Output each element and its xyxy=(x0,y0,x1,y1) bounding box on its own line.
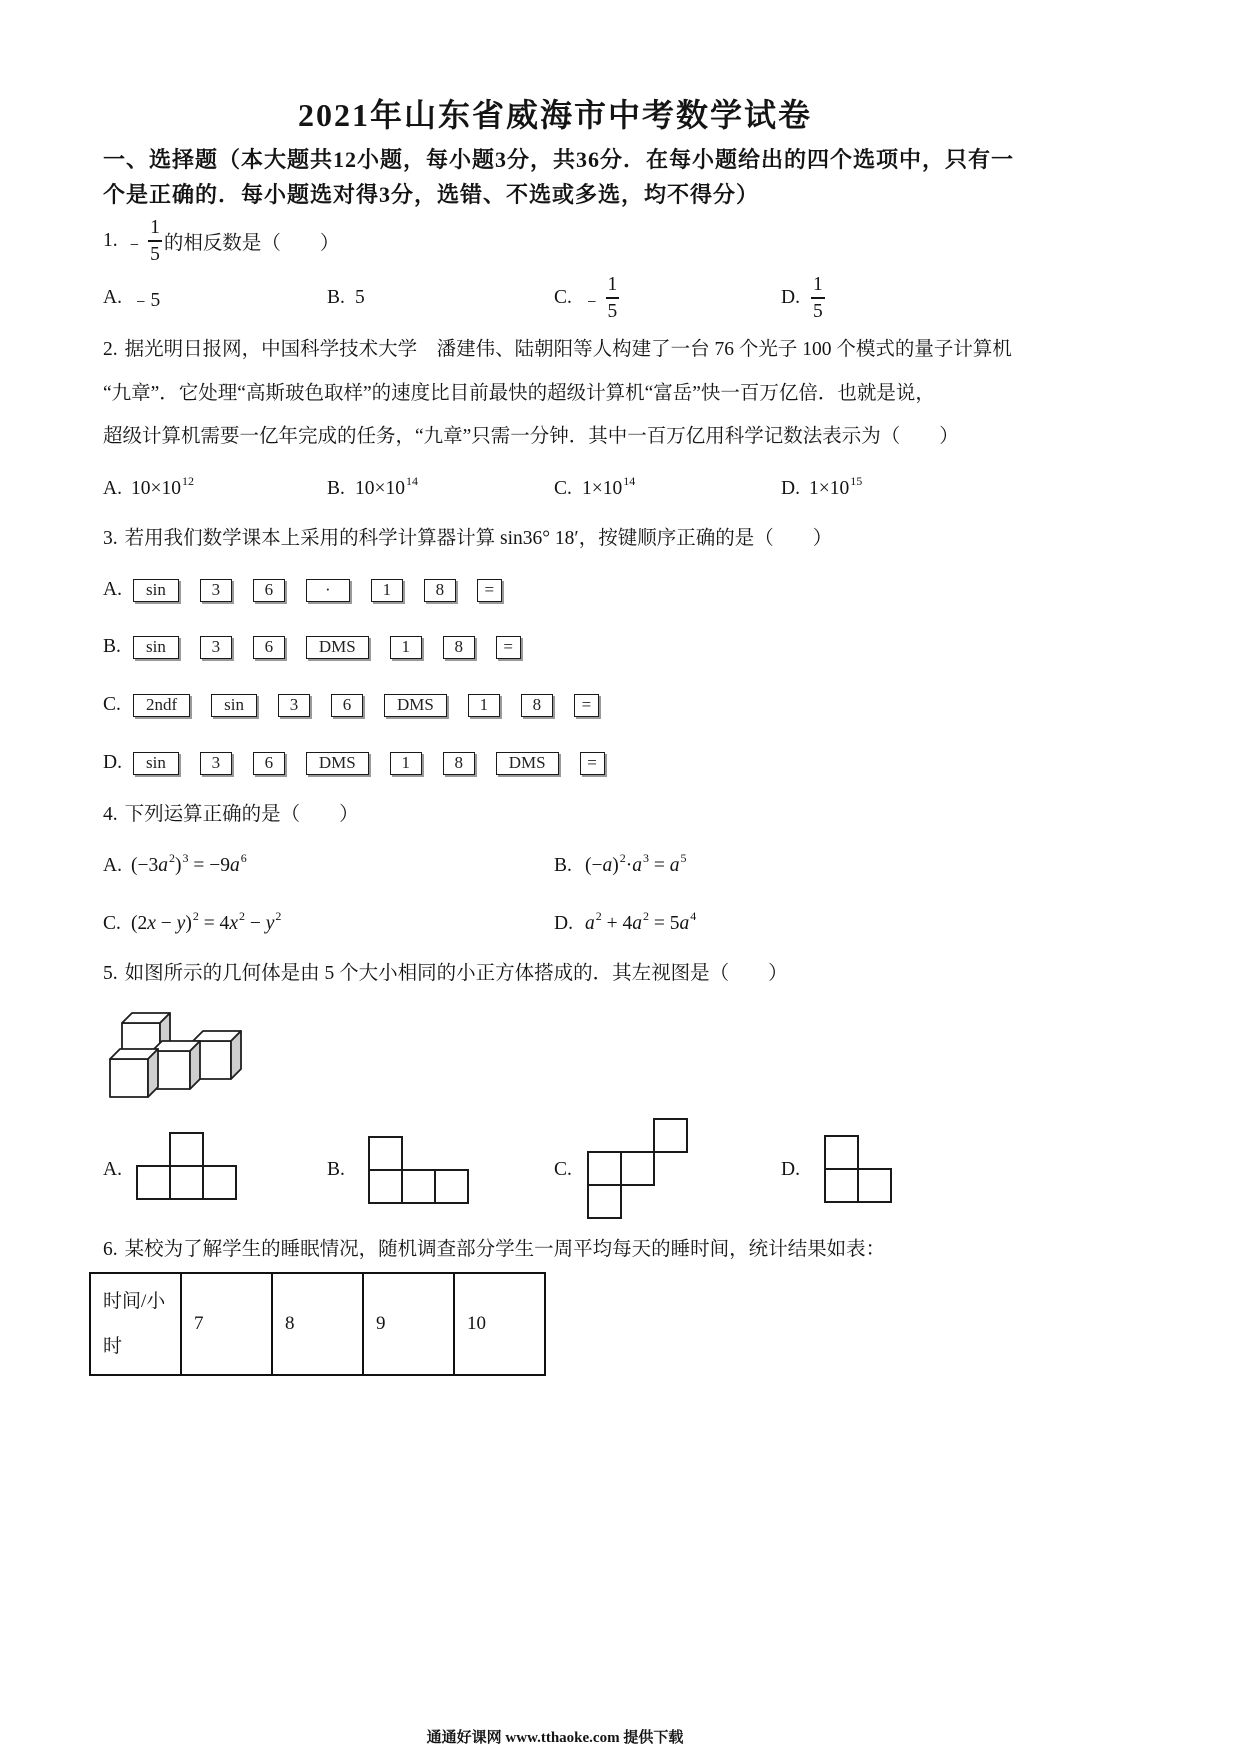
table-row xyxy=(90,1273,545,1375)
option-expression xyxy=(355,474,418,500)
option-expression xyxy=(131,909,282,935)
math-variable: x xyxy=(147,913,156,934)
math-exponent: 2 xyxy=(192,909,199,923)
calculator-key: 1 xyxy=(371,579,403,602)
option-label: D. xyxy=(103,752,122,773)
question-5 xyxy=(103,961,788,987)
calculator-key: sin xyxy=(133,579,179,602)
math-text: ) xyxy=(175,855,182,876)
unit-square xyxy=(825,1169,858,1202)
calculator-key: sin xyxy=(133,752,179,775)
question-2-line: “九章”．它处理“高斯玻色取样”的速度比目前最快的超级计算机“富岳”快一百万亿倍．也就是说， xyxy=(103,383,935,404)
option-a xyxy=(103,1155,131,1185)
question-2-line: 超级计算机需要一亿年完成的任务，“九章”只需一分钟．其中一百万亿用科学记数法表示为（ ） xyxy=(103,426,959,447)
option-c xyxy=(554,474,635,504)
calculator-key: 3 xyxy=(200,752,232,775)
option-d xyxy=(781,1155,809,1185)
option-label: C. xyxy=(554,1159,572,1180)
fraction xyxy=(606,272,620,324)
math-variable: x xyxy=(229,913,238,934)
option-label: C. xyxy=(103,694,121,715)
question-number: 5. xyxy=(103,963,118,984)
option-label: B. xyxy=(103,636,121,657)
section-heading-line: 一、选择题（本大题共12小题，每小题3分，共36分．在每小题给出的四个选项中，只有一 xyxy=(103,147,1015,172)
option-c xyxy=(554,270,619,326)
option-expression xyxy=(131,474,194,500)
math-text: = −9 xyxy=(188,855,230,876)
option-b xyxy=(103,631,521,663)
view-drawing-b xyxy=(367,1135,470,1205)
math-text: 1×10 xyxy=(809,478,850,499)
option-label: A. xyxy=(103,855,122,876)
calculator-key: = xyxy=(580,752,605,775)
option-text: 5 xyxy=(355,287,365,308)
option-label: D. xyxy=(781,478,800,499)
math-exponent: 3 xyxy=(643,851,649,865)
math-variable: a xyxy=(679,913,690,934)
math-exponent: 5 xyxy=(680,851,687,865)
option-b xyxy=(554,851,687,881)
math-text: = 5 xyxy=(649,913,680,934)
math-exponent: 2 xyxy=(238,909,245,923)
question-stem: 的相反数是（ ） xyxy=(163,233,340,254)
unit-square xyxy=(435,1170,468,1203)
calculator-key: DMS xyxy=(306,752,369,775)
option-label: A. xyxy=(103,478,122,499)
math-text: + 4 xyxy=(601,913,633,934)
question-2-line xyxy=(103,337,1012,363)
unit-square xyxy=(170,1133,203,1166)
question-stem: 下列运算正确的是（ ） xyxy=(124,804,359,825)
math-text: (2 xyxy=(131,913,148,934)
option-label: A. xyxy=(103,579,122,600)
math-variable: a xyxy=(632,855,642,876)
math-exponent: 2 xyxy=(643,909,649,923)
unit-square xyxy=(369,1170,402,1203)
option-label: C. xyxy=(554,478,572,499)
footer-credit: 通通好课网 www.tthaoke.com 提供下载 xyxy=(426,1730,684,1746)
calculator-key: = xyxy=(574,694,599,717)
table-cell: 7 xyxy=(181,1273,272,1375)
fraction-denominator: 5 xyxy=(607,300,618,322)
calculator-key: 6 xyxy=(253,752,285,775)
math-text: = 4 xyxy=(198,913,230,934)
option-label: B. xyxy=(327,478,345,499)
option-d xyxy=(554,909,696,939)
math-exponent: 14 xyxy=(406,474,418,488)
unit-square xyxy=(137,1166,170,1199)
option-c xyxy=(103,909,281,939)
option-a xyxy=(103,851,247,881)
key-sequence xyxy=(133,636,521,659)
minus-sign: ﹣ xyxy=(124,233,145,254)
calculator-key: 6 xyxy=(331,694,363,717)
math-text: ) xyxy=(185,913,192,934)
option-label: A. xyxy=(103,1159,122,1180)
question-4 xyxy=(103,802,359,828)
fraction-denominator: 5 xyxy=(150,243,160,265)
calculator-key: 1 xyxy=(390,636,422,659)
option-expression xyxy=(809,474,863,500)
math-exponent: 2 xyxy=(595,909,602,923)
question-number: 3. xyxy=(103,528,118,549)
option-label: A. xyxy=(103,287,122,308)
view-drawing-d xyxy=(823,1134,893,1204)
math-text: ) xyxy=(612,855,619,876)
unit-square xyxy=(858,1169,891,1202)
math-text: = xyxy=(649,855,670,876)
calculator-key: = xyxy=(477,579,502,602)
option-expression xyxy=(585,909,697,935)
math-text: − xyxy=(155,913,177,934)
option-c xyxy=(554,1155,582,1185)
question-stem: 若用我们数学课本上采用的科学计算器计算 sin36° 18′，按键顺序正确的是（ ） xyxy=(124,528,833,549)
table-cell: 9 xyxy=(363,1273,454,1375)
math-exponent: 12 xyxy=(182,474,194,488)
key-sequence xyxy=(133,694,599,717)
math-variable: y xyxy=(176,913,186,934)
question-number: 2. xyxy=(103,339,118,360)
minus-sign: ﹣ xyxy=(582,290,602,311)
unit-square xyxy=(402,1170,435,1203)
option-label: B. xyxy=(554,855,572,876)
math-variable: a xyxy=(230,855,240,876)
option-d xyxy=(103,747,605,779)
table-cell: 10 xyxy=(454,1273,545,1375)
math-variable: a xyxy=(602,855,613,876)
question-stem: 据光明日报网，中国科学技术大学 潘建伟、陆朝阳等人构建了一台 76 个光子 100 个模式的量子计算机 xyxy=(124,339,1012,360)
cube xyxy=(152,1041,200,1089)
unit-square xyxy=(588,1152,621,1185)
calculator-key: 6 xyxy=(253,636,285,659)
math-exponent: 2 xyxy=(275,909,282,923)
calculator-key: 2ndf xyxy=(133,694,190,717)
key-sequence xyxy=(133,579,502,602)
math-text: 10×10 xyxy=(131,478,181,499)
unit-square xyxy=(588,1185,621,1218)
calculator-key: sin xyxy=(133,636,179,659)
option-a xyxy=(103,574,502,606)
option-expression xyxy=(585,851,687,877)
option-label: B. xyxy=(327,287,345,308)
option-b xyxy=(327,1155,355,1185)
math-text: 1×10 xyxy=(582,478,623,499)
math-text: · xyxy=(625,855,633,876)
calculator-key: 8 xyxy=(521,694,553,717)
fraction xyxy=(811,272,825,324)
math-exponent: 4 xyxy=(690,909,697,923)
question-number: 6. xyxy=(103,1239,118,1260)
math-exponent: 2 xyxy=(619,851,626,865)
view-drawing-a xyxy=(135,1131,238,1201)
calculator-key: 3 xyxy=(278,694,310,717)
fraction xyxy=(148,215,162,267)
fraction-numerator: 1 xyxy=(150,217,160,239)
math-text: (− xyxy=(585,855,603,876)
math-variable: y xyxy=(265,913,275,934)
view-drawing-c xyxy=(586,1117,689,1220)
calculator-key: · xyxy=(306,579,350,602)
calculator-key: DMS xyxy=(496,752,559,775)
table-cell: 8 xyxy=(272,1273,363,1375)
option-d xyxy=(781,474,862,504)
math-text: 10×10 xyxy=(355,478,405,499)
option-expression xyxy=(582,474,636,500)
unit-square xyxy=(825,1136,858,1169)
math-exponent: 3 xyxy=(182,851,189,865)
unit-square xyxy=(621,1152,654,1185)
question-6 xyxy=(103,1237,885,1263)
calculator-key: = xyxy=(496,636,521,659)
math-variable: a xyxy=(585,913,595,934)
question-number: 4. xyxy=(103,804,118,825)
cube xyxy=(110,1049,158,1097)
option-c xyxy=(103,689,599,721)
unit-square xyxy=(170,1166,203,1199)
question-stem: 如图所示的几何体是由 5 个大小相同的小正方体搭成的．其左视图是（ ） xyxy=(124,963,788,984)
math-variable: a xyxy=(669,855,680,876)
calculator-key: 1 xyxy=(468,694,500,717)
unit-square xyxy=(203,1166,236,1199)
option-label: B. xyxy=(327,1159,345,1180)
question-1 xyxy=(103,212,339,270)
calculator-key: 8 xyxy=(443,636,475,659)
calculator-key: DMS xyxy=(384,694,447,717)
exam-title: 2021年山东省威海市中考数学试卷 xyxy=(297,97,812,133)
option-label: D. xyxy=(554,913,573,934)
option-text: ﹣5 xyxy=(131,290,161,311)
option-a xyxy=(103,474,194,504)
key-sequence xyxy=(133,752,605,775)
calculator-key: 3 xyxy=(200,636,232,659)
option-label: C. xyxy=(103,913,121,934)
math-exponent: 14 xyxy=(623,474,636,488)
calculator-key: 3 xyxy=(200,579,232,602)
option-b xyxy=(327,474,418,504)
option-d xyxy=(781,270,825,326)
fraction-denominator: 5 xyxy=(813,300,823,322)
question-number: 1. xyxy=(103,230,118,251)
cube-solid-figure xyxy=(100,1005,250,1105)
calculator-key: 1 xyxy=(390,752,422,775)
calculator-key: 8 xyxy=(424,579,456,602)
unit-square xyxy=(654,1119,687,1152)
cube-front-face xyxy=(110,1059,148,1097)
section-heading-line: 个是正确的．每小题选对得3分，选错、不选或多选，均不得分） xyxy=(103,182,760,207)
option-expression xyxy=(131,851,247,877)
question-3 xyxy=(103,526,832,552)
math-variable: a xyxy=(632,913,642,934)
unit-square xyxy=(369,1137,402,1170)
calculator-key: sin xyxy=(211,694,257,717)
calculator-key: DMS xyxy=(306,636,369,659)
option-a xyxy=(103,270,160,326)
option-b xyxy=(327,270,365,326)
math-text: (−3 xyxy=(131,855,159,876)
sleep-time-table xyxy=(89,1272,546,1376)
math-exponent: 2 xyxy=(169,851,175,865)
math-exponent: 6 xyxy=(240,851,247,865)
calculator-key: 6 xyxy=(253,579,285,602)
math-exponent: 15 xyxy=(850,474,863,488)
math-variable: a xyxy=(158,855,168,876)
fraction-numerator: 1 xyxy=(607,274,618,296)
calculator-key: 8 xyxy=(443,752,475,775)
question-stem: 某校为了解学生的睡眠情况，随机调查部分学生一周平均每天的睡时间，统计结果如表： xyxy=(124,1239,886,1260)
math-text: − xyxy=(244,913,266,934)
table-row-label: 时间/小时 xyxy=(90,1273,181,1375)
option-label: C. xyxy=(554,287,572,308)
option-label: D. xyxy=(781,287,800,308)
option-label: D. xyxy=(781,1159,800,1180)
fraction-numerator: 1 xyxy=(813,274,823,296)
